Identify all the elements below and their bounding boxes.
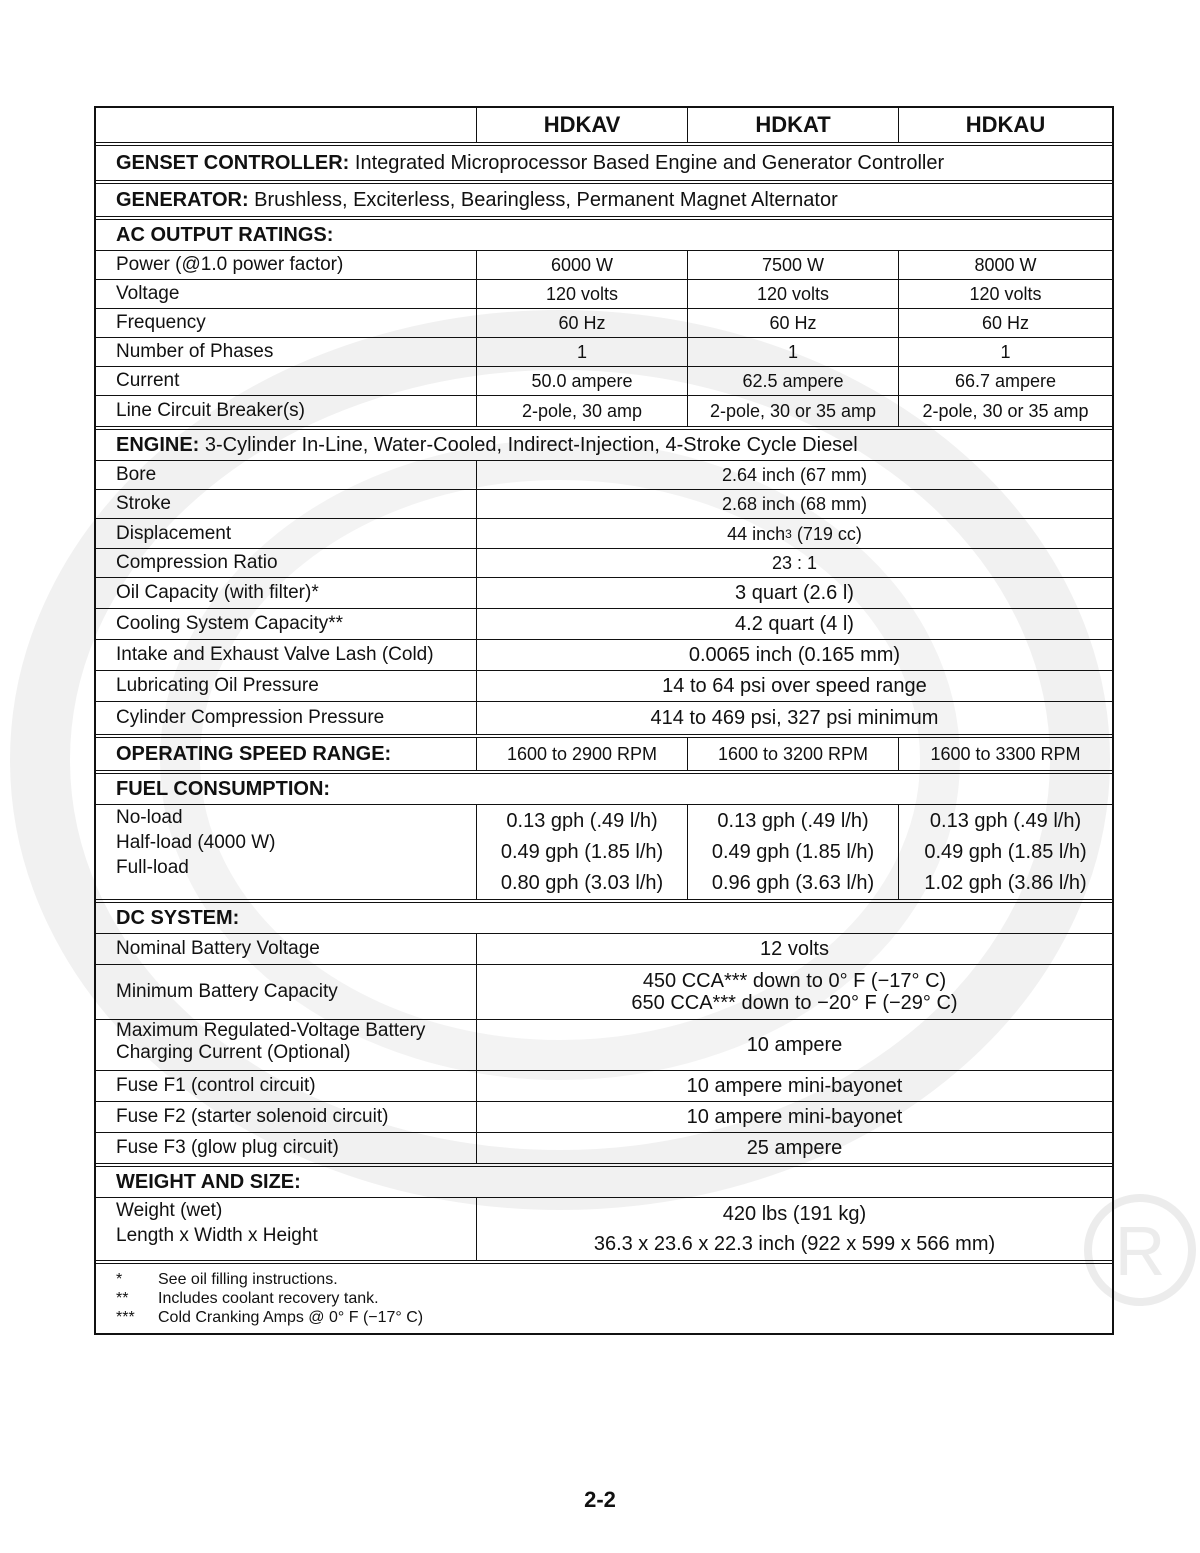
engine-row-oil [96,578,1112,609]
engine-spec-label: Stroke [96,490,477,518]
ac-value: 7500 W [688,251,899,279]
engine-spec-value: 414 to 469 psi, 327 psi minimum [650,707,939,729]
engine-row-valve-lash [96,640,1112,671]
speed-value: 1600 to 2900 RPM [477,738,688,770]
ac-value: 60 Hz [981,313,1030,333]
dc-row-fuse-f2 [96,1102,1112,1133]
ac-value: 6000 W [477,251,688,279]
fuel-column-hdkav: 0.13 gph (.49 l/h) 0.49 gph (1.85 l/h) 0.80 gph (3.03 l/h) [477,805,688,899]
dc-title-row [96,903,1112,934]
footnote: *** Cold Cranking Amps @ 0° F (−17° C) [116,1309,424,1326]
ac-value: 1 [688,338,899,366]
dc-row-charging [96,1020,1112,1071]
weight-labels: Weight (wet) Length x Width x Height [96,1198,477,1260]
dc-value: 10 ampere mini-bayonet [686,1075,903,1097]
ac-value: 60 Hz [688,309,899,337]
engine-label: ENGINE: [116,434,200,456]
dc-value: 25 ampere [746,1137,843,1159]
svg-text:R: R [1114,1212,1166,1290]
engine-spec-label: Cooling System Capacity** [96,609,477,639]
engine-spec-value: 14 to 64 psi over speed range [662,675,927,697]
dc-label: Fuse F2 (starter solenoid circuit) [96,1102,477,1132]
fuel-load-labels [96,805,477,899]
engine-row-oil-pressure [96,671,1112,702]
ac-output-title-row [96,220,1112,251]
engine-spec-value: 0.0065 inch (0.165 mm) [688,644,901,666]
engine-spec-value: 4.2 quart (4 l) [735,613,854,635]
engine-spec-label: Compression Ratio [96,549,477,577]
engine-spec-value: 44 inch 3 (719 cc) [727,523,862,544]
ac-value: 62.5 ampere [688,367,899,395]
engine-title-row [96,430,1112,461]
model-hdkau: HDKAU [965,112,1046,137]
dc-title: DC SYSTEM: [116,907,240,929]
page-number: 2-2 [584,1487,616,1512]
dc-value: 450 CCA*** down to 0° F (−17° C) 650 CCA*** down to −20° F (−29° C) [631,970,958,1014]
ac-row-breaker [96,396,1112,430]
engine-spec-label: Intake and Exhaust Valve Lash (Cold) [96,640,477,670]
footnote: * See oil filling instructions. [116,1271,338,1288]
fuel-data-row [96,805,1112,903]
ac-label: Frequency [96,309,477,337]
generator-text: Brushless, Exciterless, Bearingless, Permanent Magnet Alternator [248,189,838,211]
ac-row-frequency [96,309,1112,338]
weight-values: 420 lbs (191 kg) 36.3 x 23.6 x 22.3 inch (922 x 599 x 566 mm) [593,1203,996,1255]
engine-spec-value: 2.64 inch (67 mm) [721,465,868,485]
ac-value: 120 volts [477,280,688,308]
speed-value: 1600 to 3200 RPM [688,738,899,770]
engine-spec-value: 3 quart (2.6 l) [735,582,854,604]
engine-row-compression-pressure [96,702,1112,738]
fuel-label-half-load: Half-load (4000 W) [116,832,276,853]
model-hdkav: HDKAV [477,108,688,142]
ac-value: 2-pole, 30 amp [477,396,688,426]
ac-value: 2-pole, 30 or 35 amp [922,401,1089,421]
ac-value: 1 [477,338,688,366]
fuel-column-hdkat: 0.13 gph (.49 l/h) 0.49 gph (1.85 l/h) 0.96 gph (3.63 l/h) [688,805,899,899]
ac-label: Line Circuit Breaker(s) [96,396,477,426]
operating-speed-label: OPERATING SPEED RANGE: [96,738,477,770]
engine-row-displacement [96,519,1112,549]
genset-controller-label: GENSET CONTROLLER: [116,152,350,174]
ac-row-phases [96,338,1112,367]
ac-value: 120 volts [688,280,899,308]
specifications-table [94,106,1114,1335]
engine-spec-label: Bore [96,461,477,489]
generator-row [96,184,1112,220]
ac-label: Voltage [96,280,477,308]
ac-value: 2-pole, 30 or 35 amp [688,396,899,426]
engine-spec-label: Displacement [96,519,477,548]
speed-value: 1600 to 3300 RPM [930,744,1081,764]
ac-value: 8000 W [974,255,1037,275]
ac-label: Current [96,367,477,395]
fuel-label-full-load: Full-load [116,857,189,878]
dc-label: Maximum Regulated-Voltage Battery Charging Current (Optional) [96,1020,477,1070]
ac-value: 1 [1000,342,1011,362]
fuel-label-no-load: No-load [116,807,183,828]
dc-value: 10 ampere mini-bayonet [686,1106,903,1128]
fuel-title-row [96,774,1112,805]
footnotes [96,1264,1112,1333]
engine-row-stroke [96,490,1112,519]
ac-value: 120 volts [969,284,1042,304]
engine-text: 3-Cylinder In-Line, Water-Cooled, Indirect-Injection, 4-Stroke Cycle Diesel [199,434,858,456]
operating-speed-row [96,738,1112,774]
engine-spec-value: 2.68 inch (68 mm) [721,494,868,514]
dc-row-nominal [96,934,1112,965]
ac-row-voltage [96,280,1112,309]
weight-title-row [96,1167,1112,1198]
engine-row-cooling [96,609,1112,640]
dc-label: Minimum Battery Capacity [96,965,477,1019]
generator-label: GENERATOR: [116,189,249,211]
engine-row-bore [96,461,1112,490]
engine-row-compression-ratio [96,549,1112,578]
weight-data-row [96,1198,1112,1264]
ac-value: 66.7 ampere [954,371,1057,391]
header-blank-cell [96,108,477,142]
dc-label: Fuse F3 (glow plug circuit) [96,1133,477,1163]
genset-controller-row [96,146,1112,184]
ac-label: Number of Phases [96,338,477,366]
weight-title: WEIGHT AND SIZE: [116,1171,301,1193]
ac-label: Power (@1.0 power factor) [96,251,477,279]
dc-row-fuse-f1 [96,1071,1112,1102]
dc-row-min-capacity [96,965,1112,1020]
engine-spec-label: Lubricating Oil Pressure [96,671,477,701]
dc-value: 12 volts [760,938,829,960]
fuel-column-hdkau: 0.13 gph (.49 l/h) 0.49 gph (1.85 l/h) 1.02 gph (3.86 l/h) [924,809,1087,894]
fuel-title: FUEL CONSUMPTION: [116,778,331,800]
engine-spec-label: Oil Capacity (with filter)* [96,578,477,608]
footnote: ** Includes coolant recovery tank. [116,1290,379,1307]
ac-value: 50.0 ampere [477,367,688,395]
dc-row-fuse-f3 [96,1133,1112,1167]
model-hdkat: HDKAT [688,108,899,142]
ac-output-title: AC OUTPUT RATINGS: [116,224,334,246]
ac-row-current [96,367,1112,396]
ac-value: 60 Hz [477,309,688,337]
dc-value: 10 ampere [746,1034,843,1056]
engine-spec-label: Cylinder Compression Pressure [96,702,477,734]
dc-label: Nominal Battery Voltage [96,934,477,964]
ac-row-power [96,251,1112,280]
genset-controller-text: Integrated Microprocessor Based Engine and Generator Controller [349,152,945,174]
dc-label: Fuse F1 (control circuit) [96,1071,477,1101]
engine-spec-value: 23 : 1 [771,553,818,573]
model-header-row [96,108,1112,146]
